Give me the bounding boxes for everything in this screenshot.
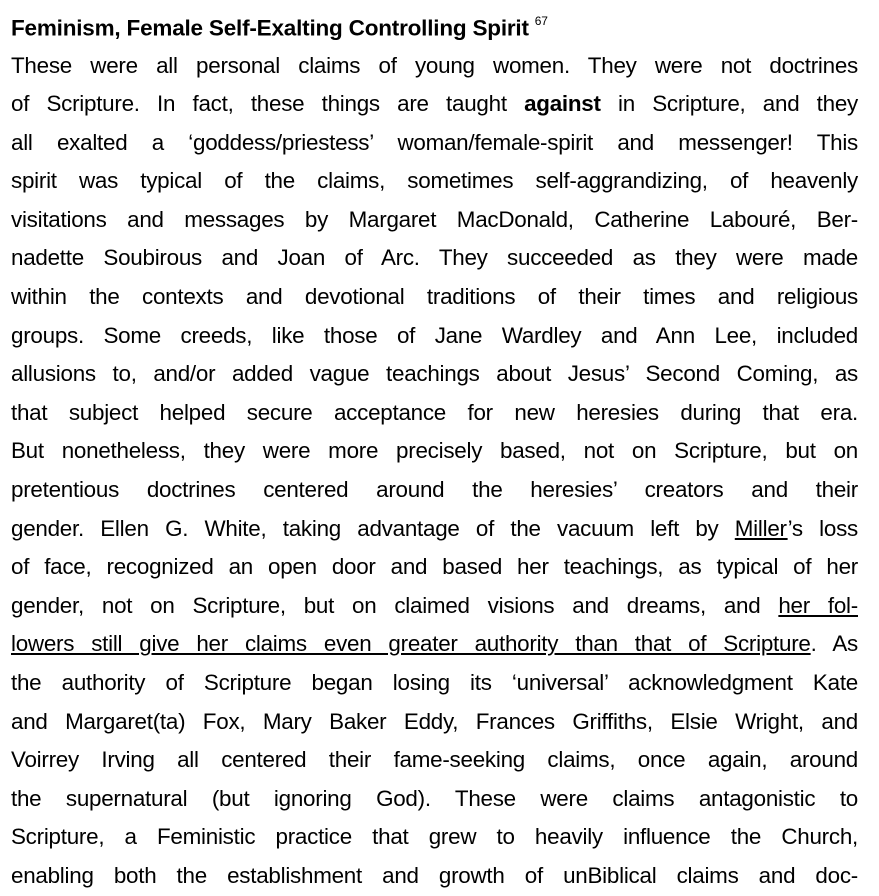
text-line: [11, 857, 858, 896]
text-segment: the supernatural (but ignoring God). These were claims antagonistic to: [11, 785, 858, 811]
body-paragraph: [11, 47, 858, 896]
document-page: [11, 0, 858, 896]
text-segment: . As: [810, 631, 858, 657]
text-segment: that subject helped secure acceptance for new heresies during that era.: [11, 399, 858, 425]
text-line: [11, 703, 858, 742]
text-line: [11, 394, 858, 433]
text-line: [11, 625, 858, 664]
text-line: [11, 162, 858, 201]
text-line: [11, 278, 858, 317]
text-line: [11, 85, 858, 124]
underlined-text: lowers still give her claims even greater authority than that of Scripture: [11, 631, 811, 657]
text-segment: ’s loss: [787, 515, 858, 541]
text-line: [11, 587, 858, 626]
text-segment: allusions to, and/or added vague teachings about Jesus’ Second Coming, as: [11, 361, 858, 387]
text-line: [11, 510, 858, 549]
text-segment: of face, recognized an open door and based her teachings, as typical of her: [11, 554, 858, 580]
text-line: [11, 471, 858, 510]
section-heading: [11, 0, 858, 46]
text-segment: all exalted a ‘goddess/priestess’ woman/female-spirit and messenger! This: [11, 129, 858, 155]
text-segment: gender, not on Scripture, but on claimed visions and dreams, and: [11, 592, 779, 618]
text-segment: nadette Soubirous and Joan of Arc. They succeeded as they were made: [11, 245, 858, 271]
text-segment: groups. Some creeds, like those of Jane Wardley and Ann Lee, included: [11, 322, 858, 348]
text-line: [11, 239, 858, 278]
text-segment: within the contexts and devotional traditions of their times and religious: [11, 284, 858, 310]
text-line: [11, 47, 858, 86]
text-segment: Voirrey Irving all centered their fame-seeking claims, once again, around: [11, 747, 858, 773]
footnote-reference: 67: [534, 14, 548, 28]
text-segment: of Scripture. In fact, these things are taught: [11, 91, 525, 117]
text-line: [11, 741, 858, 780]
text-segment: pretentious doctrines centered around the heresies’ creators and their: [11, 477, 858, 503]
text-segment: in Scripture, and they: [600, 91, 858, 117]
text-segment: These were all personal claims of young women. They were not doctrines: [11, 52, 858, 78]
text-line: [11, 780, 858, 819]
text-line: [11, 124, 858, 163]
text-segment: enabling both the establishment and growth of unBiblical claims and doc-: [11, 862, 858, 888]
text-segment: and Margaret(ta) Fox, Mary Baker Eddy, Frances Griffiths, Elsie Wright, and: [11, 708, 858, 734]
text-line: [11, 355, 858, 394]
underlined-text: her fol-: [778, 592, 858, 618]
text-line: [11, 548, 858, 587]
bold-text: against: [524, 91, 601, 117]
text-line: [11, 818, 858, 857]
text-segment: But nonetheless, they were more precisely based, not on Scripture, but on: [11, 438, 858, 464]
text-segment: spirit was typical of the claims, sometimes self-aggrandizing, of heavenly: [11, 168, 858, 194]
text-segment: Scripture, a Feministic practice that grew to heavily influence the Church,: [11, 824, 858, 850]
text-line: [11, 201, 858, 240]
text-segment: gender. Ellen G. White, taking advantage of the vacuum left by: [11, 515, 735, 541]
text-line: [11, 664, 858, 703]
heading-title: Feminism, Female Self-Exalting Controlling Spirit: [11, 15, 529, 41]
text-line: [11, 432, 858, 471]
text-segment: the authority of Scripture began losing its ‘universal’ acknowledgment Kate: [11, 670, 858, 695]
text-line: [11, 317, 858, 356]
text-segment: visitations and messages by Margaret MacDonald, Catherine Labouré, Ber-: [11, 206, 858, 232]
underlined-text: Miller: [734, 515, 788, 541]
